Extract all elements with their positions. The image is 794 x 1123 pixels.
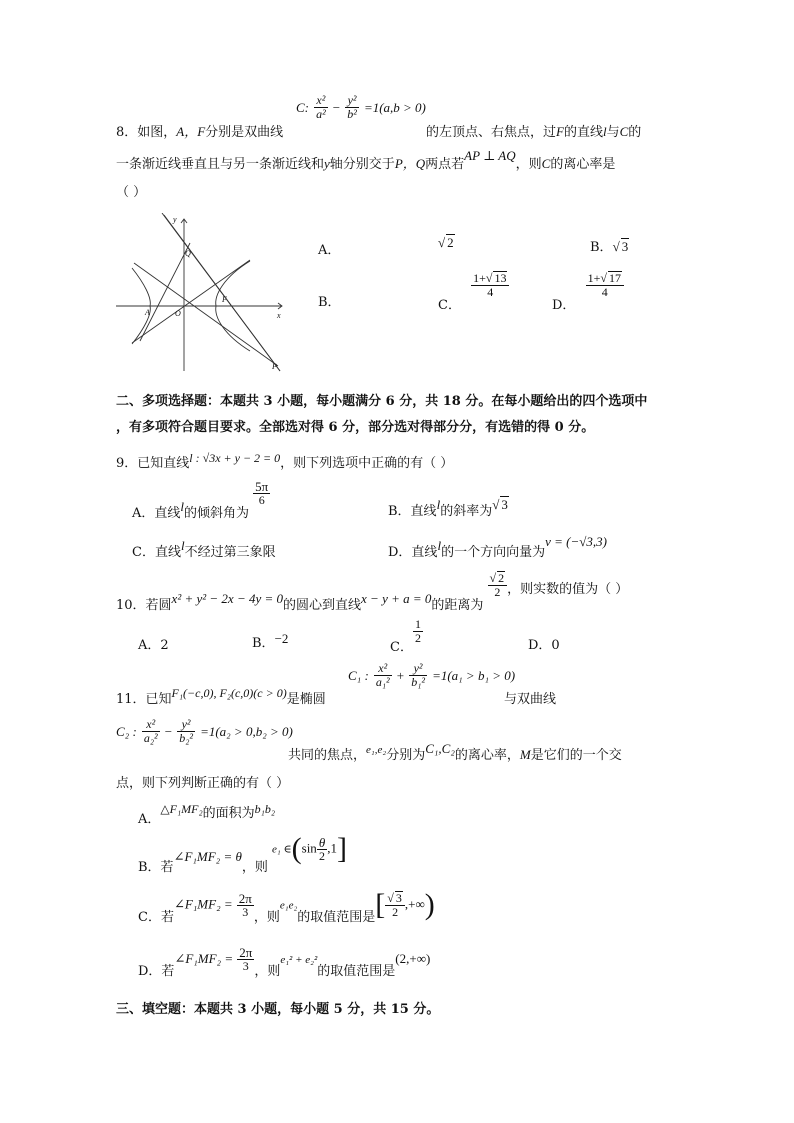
q8-frac-x: $\frac{\text{x²}}{\text{a²}}$ — [316, 93, 326, 121]
q11-option-a[interactable]: A．△F₁MF₂的面积为b₁b₂ — [138, 802, 275, 827]
q11-option-b[interactable]: B．若∠F₁MF₂ = θ，则 e₁ ∈(sin $\frac{\theta}{2}$ ,1] — [138, 832, 347, 875]
q11-stem-line3: 点，则下列判断正确的有（ ） — [116, 776, 290, 791]
q11-option-d[interactable]: D．若∠F₁MF₂ = $\frac{2\pi}{3}$ ，则e₁² + e₂²的取值范围是(2,+∞) — [138, 945, 431, 979]
q10-option-b[interactable]: B．−2 — [252, 631, 289, 651]
section3-heading: 三、填空题：本题共 3 小题，每小题 5 分，共 15 分。 — [116, 1002, 440, 1017]
fig-label-p: P — [272, 362, 277, 371]
q10-stem: 10．若圆x² + y² − 2x − 4y = 0的圆心到直线x − y + a = 0的距离为 $\frac{√ 2}{2}$ ，则实数的值为（ ） — [116, 571, 629, 613]
line-l-b — [164, 215, 280, 371]
section2-heading-line1: 二、多项选择题：本题共 3 小题，每小题满分 6 分，共 18 分。在每小题给出的四个选项中 — [116, 394, 648, 409]
section2-heading-line2: ，有多项符合题目要求。全部选对得 6 分，部分选对得部分分，有选错的得 0 分。 — [116, 420, 595, 435]
q8-option-b-top[interactable]: B．√ 3 — [590, 239, 629, 255]
q9-option-c[interactable]: C．直线l不经过第三象限 — [132, 538, 276, 560]
q10-option-a[interactable]: A．2 — [138, 638, 169, 653]
q10-option-c[interactable]: C． $\frac{1}{2}$ — [390, 617, 421, 655]
q8-line1b: 的左顶点、右焦点，过F的直线l与C的 — [426, 124, 642, 140]
q8-option-c[interactable]: C． $\frac{1+√ 13}{4}$ — [438, 271, 509, 299]
q8-option-b2-label[interactable]: B． — [318, 295, 341, 310]
q8-option-a-value[interactable]: √ 2 — [438, 235, 454, 250]
fig-label-q: Q — [185, 249, 191, 258]
fig-label-y: y — [173, 215, 177, 224]
q8-frac-y: $\frac{\text{y²}}{\text{b²}}$ — [347, 93, 357, 121]
q9-option-d[interactable]: D．直线l的一个方向向量为v = (−√3,3) — [388, 534, 607, 560]
asymptote-1 — [132, 260, 250, 343]
q11-stem-line1: 11．已知F₁(−c,0), F₂(c,0)(c > 0)是椭圆 — [116, 686, 326, 707]
q8-curve-name: C: — [296, 100, 309, 115]
q8-eq-block: C: $\frac{\text{x²}}{\text{a²}}$ − $\frac{\text{y²}}{\text{b²}}$ =1(a,b > 0) — [296, 93, 426, 121]
fig-label-x: x — [277, 311, 281, 320]
q11-stem-line2: 共同的焦点，$^{e_1,e_2}$分别为C₁,C₂的离心率，M是它们的一个交 — [288, 741, 622, 763]
q9-option-b[interactable]: B．直线l的斜率为√ 3 — [388, 497, 508, 519]
q11-ellipse-eq: C₁ : $\frac{\text{x²}}{\text{a₁²}}$ + $\frac{\text{y²}}{\text{b₁²}}$ =1(a₁ > b₁ > 0) — [348, 661, 516, 689]
q9-option-a[interactable]: A．直线l的倾斜角为 $\frac{5\pi}{6}$ — [132, 479, 269, 521]
q10-option-d[interactable]: D．0 — [528, 638, 560, 653]
fig-label-f: F — [222, 295, 227, 304]
q8-line1: 8．如图，A，F分别是双曲线 — [116, 124, 284, 140]
q11-option-c[interactable]: C．若∠F₁MF₂ = $\frac{2\pi}{3}$ ，则e₁e₂的取值范围是[ $\frac{√ 3}{2}$ ,+∞) — [138, 888, 435, 925]
fig-label-o: O — [175, 309, 181, 318]
q8-line2: 一条渐近线垂直且与另一条渐近线和y轴分别交于P，Q两点若AP ⊥ AQ，则C的离心率是 — [116, 148, 616, 172]
q8-figure — [114, 213, 290, 373]
q8-paren: （ ） — [116, 185, 147, 200]
q9-stem: 9．已知直线l : √3x + y − 2 = 0，则下列选项中正确的有（ ） — [116, 451, 454, 471]
q8-option-d[interactable]: D． $\frac{1+√ 17}{4}$ — [552, 271, 624, 299]
fig-label-a: A — [145, 308, 150, 317]
q11-hyper-eq: C₂ : $\frac{\text{x²}}{\text{a₂²}}$ − $\frac{\text{y²}}{\text{b₂²}}$ =1(a₂ > 0,b₂ > 0) — [116, 717, 293, 745]
asymptote-2 — [134, 263, 278, 366]
q8-option-a-label[interactable]: A． — [318, 243, 341, 258]
q8-curve-tail: =1(a,b > 0) — [363, 100, 426, 115]
q11-stem-line1c: 与双曲线 — [504, 692, 557, 707]
